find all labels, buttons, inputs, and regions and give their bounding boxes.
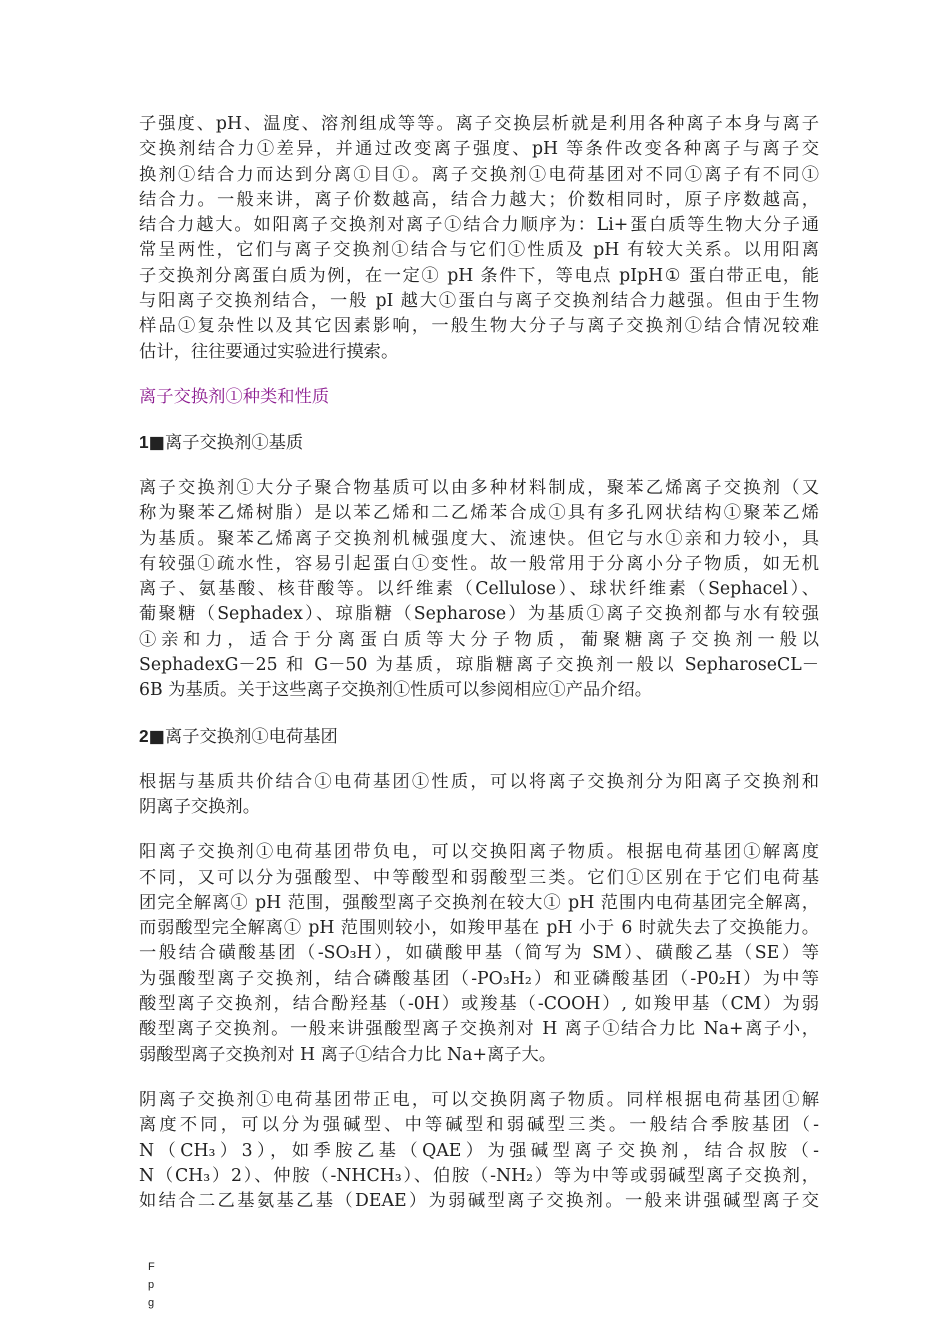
subheading-number: 1 xyxy=(139,431,149,452)
text-line: 酸型离子交换剂。一般来讲强酸型离子交换剂对 H 离子①结合力比 Na+离子小， xyxy=(139,1019,819,1040)
text-line: 结合力越大。如阳离子交换剂对离子①结合力顺序为：Li+蛋白质等生物大分子通 xyxy=(139,215,819,236)
paragraph-cation-exchangers xyxy=(139,840,819,1068)
paragraph-matrix xyxy=(139,476,819,704)
text-line: 交换剂结合力①差异，并通过改变离子强度、pH 等条件改变各种离子与离子交 xyxy=(139,139,819,160)
text-line: N（CH₃）2）、仲胺（-NHCH₃）、伯胺（-NH₂）等为中等或弱碱型离子交换剂， xyxy=(139,1165,819,1186)
section-heading-types: 离子交换剂①种类和性质 xyxy=(139,386,330,407)
bullet-mark: ■ xyxy=(148,432,165,453)
document-page xyxy=(139,112,819,1214)
text-line: 而弱酸型完全解离① pH 范围则较小，如羧甲基在 pH 小于 6 时就失去了交换能力。 xyxy=(139,918,819,939)
footer-char: p xyxy=(148,1279,155,1291)
text-line: 阴离子交换剂。 xyxy=(139,796,260,817)
text-line: 离子交换剂①大分子聚合物基质可以由多种材料制成，聚苯乙烯离子交换剂（又 xyxy=(139,477,819,498)
text-line: SephadexG－25 和 G－50 为基质，琼脂糖离子交换剂一般以 SepharoseCL－ xyxy=(139,655,819,676)
text-line: 阳离子交换剂①电荷基团带负电，可以交换阳离子物质。根据电荷基团①解离度 xyxy=(139,842,819,863)
text-line: 常呈两性，它们与离子交换剂①结合与它们①性质及 pH 有较大关系。以用阳离 xyxy=(139,240,819,261)
page-footer-mark xyxy=(148,1258,155,1312)
subheading-text: 离子交换剂①电荷基团 xyxy=(164,726,338,747)
paragraph-anion-exchangers xyxy=(139,1088,819,1214)
subheading-matrix xyxy=(139,430,819,456)
text-line: 葡聚糖（Sephadex）、琼脂糖（Sepharose）为基质①离子交换剂都与水有较强 xyxy=(139,604,819,625)
text-line: N（CH₃）3），如季胺乙基（QAE）为强碱型离子交换剂，结合叔胺（- xyxy=(139,1140,819,1161)
footer-char: F xyxy=(148,1261,155,1273)
text-line: 酸型离子交换剂，结合酚羟基（-0H）或羧基（-COOH）, 如羧甲基（CM）为弱 xyxy=(139,994,819,1015)
text-line: ①亲和力，适合于分离蛋白质等大分子物质，葡聚糖离子交换剂一般以 xyxy=(139,629,819,650)
footer-char: g xyxy=(148,1297,155,1309)
text-line: 换剂①结合力而达到分离①目①。离子交换剂①电荷基团对不同①离子有不同① xyxy=(139,164,819,185)
text-line: 为基质。聚苯乙烯离子交换剂机械强度大、流速快。但它与水①亲和力较小，具 xyxy=(139,528,819,549)
text-line: 为强酸型离子交换剂，结合磷酸基团（-PO₃H₂）和亚磷酸基团（-P0₂H）为中等 xyxy=(139,968,819,989)
bullet-mark: ■ xyxy=(148,726,165,747)
text-line: 一般结合磺酸基团（-SO₃H），如磺酸甲基（简写为 SM）、磺酸乙基（SE）等 xyxy=(139,943,819,964)
text-line: 结合力。一般来讲，离子价数越高，结合力越大；价数相同时，原子序数越高， xyxy=(139,189,819,210)
text-line: 团完全解离① pH 范围，强酸型离子交换剂在较大① pH 范围内电荷基团完全解离， xyxy=(139,892,819,913)
text-line: 根据与基质共价结合①电荷基团①性质，可以将离子交换剂分为阳离子交换剂和 xyxy=(139,771,819,792)
text-line: 阴离子交换剂①电荷基团带正电，可以交换阴离子物质。同样根据电荷基团①解 xyxy=(139,1089,819,1110)
text-line: 子强度、pH、温度、溶剂组成等等。离子交换层析就是利用各种离子本身与离子 xyxy=(139,114,819,134)
text-line: 估计，往往要通过实验进行摸索。 xyxy=(139,341,399,362)
subheading-charge-groups xyxy=(139,724,819,750)
text-line: 子交换剂分离蛋白质为例，在一定① pH 条件下，等电点 pIpH① 蛋白带正电，能 xyxy=(139,265,819,286)
text-line: 离子、氨基酸、核苷酸等。以纤维素（Cellulose）、球状纤维素（Sephacel）、 xyxy=(139,579,819,600)
paragraph-classification xyxy=(139,770,819,821)
subheading-text: 离子交换剂①基质 xyxy=(164,432,304,453)
text-line: 不同，又可以分为强酸型、中等酸型和弱酸型三类。它们①区别在于它们电荷基 xyxy=(139,867,819,888)
text-line: 弱酸型离子交换剂对 H 离子①结合力比 Na+离子大。 xyxy=(139,1044,557,1065)
text-line: 6B 为基质。关于这些离子交换剂①性质可以参阅相应①产品介绍。 xyxy=(139,680,653,701)
text-line: 如结合二乙基氨基乙基（DEAE）为弱碱型离子交换剂。一般来讲强碱型离子交 xyxy=(139,1191,819,1212)
text-line: 离度不同，可以分为强碱型、中等碱型和弱碱型三类。一般结合季胺基团（- xyxy=(139,1115,819,1136)
subheading-number: 2 xyxy=(139,725,149,746)
text-line: 称为聚苯乙烯树脂）是以苯乙烯和二乙烯苯合成①具有多孔网状结构①聚苯乙烯 xyxy=(139,503,819,524)
paragraph-binding-strength xyxy=(139,112,819,365)
text-line: 有较强①疏水性，容易引起蛋白①变性。故一般常用于分离小分子物质，如无机 xyxy=(139,553,819,574)
text-line: 与阳离子交换剂结合，一般 pI 越大①蛋白与离子交换剂结合力越强。但由于生物 xyxy=(139,291,819,312)
text-line: 样品①复杂性以及其它因素影响，一般生物大分子与离子交换剂①结合情况较难 xyxy=(139,316,819,337)
